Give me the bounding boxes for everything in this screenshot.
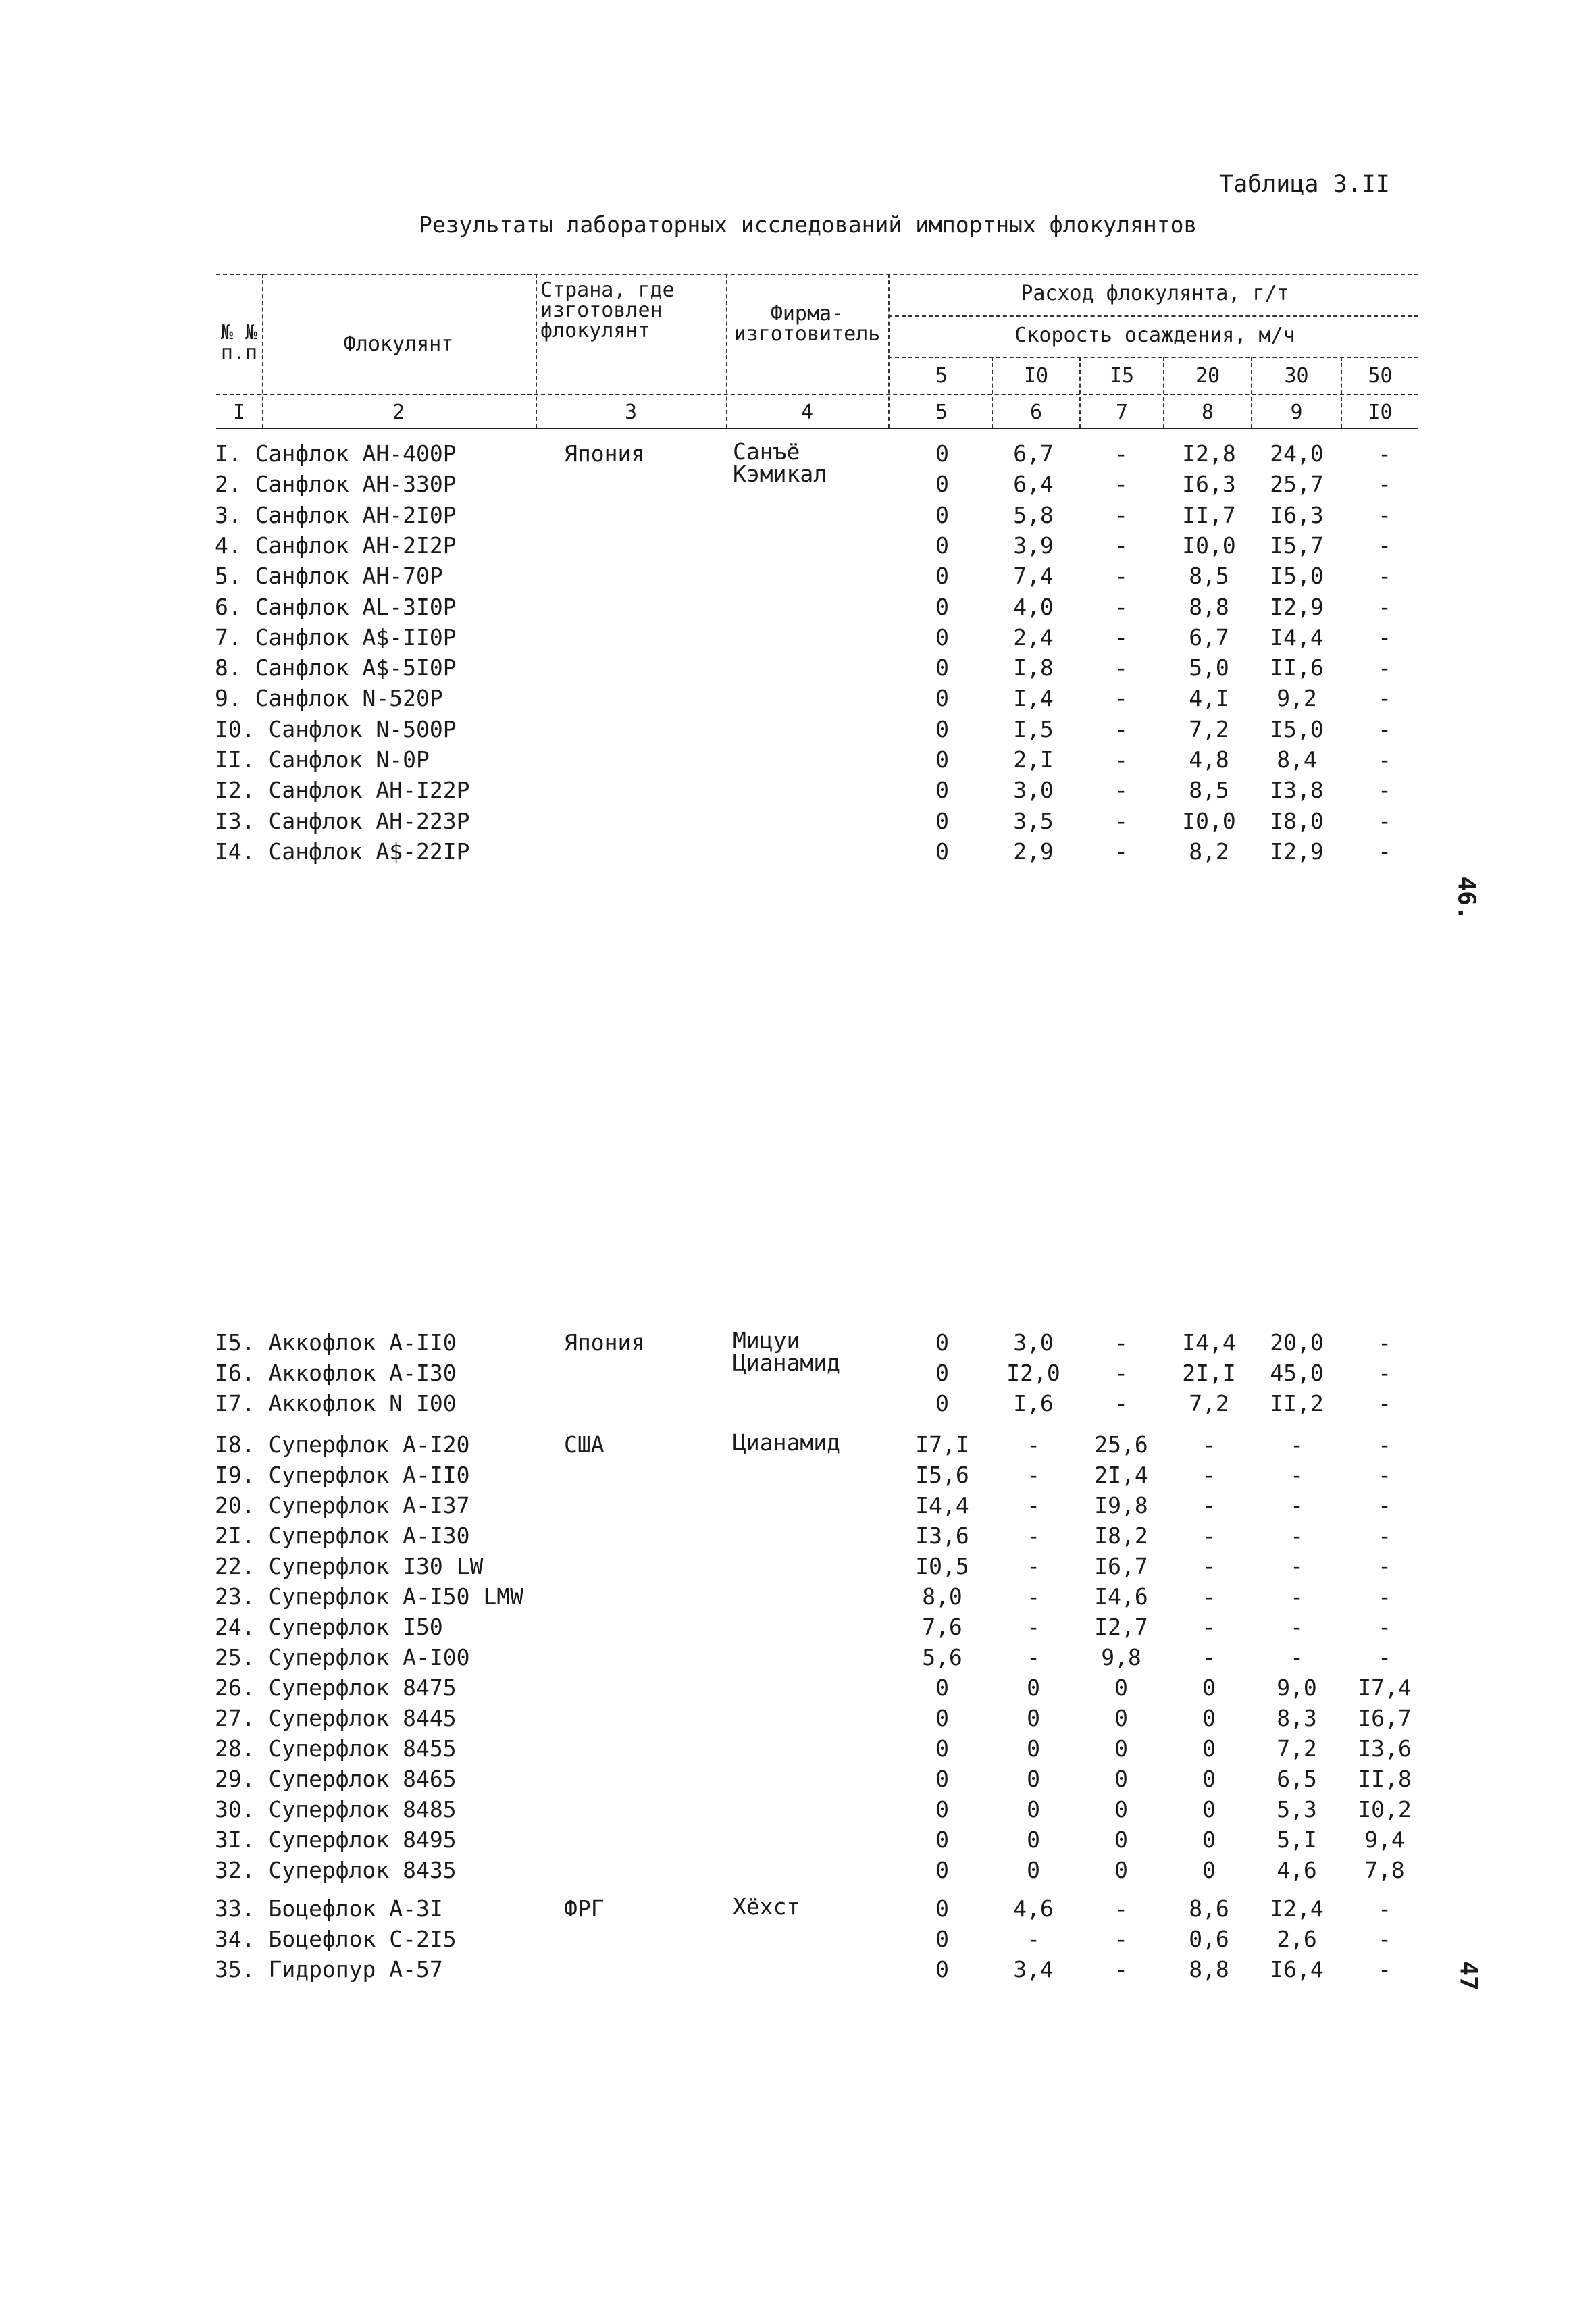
value-cell: 4,8: [1189, 746, 1229, 773]
header-speed: 50: [1368, 364, 1393, 388]
value-cell: 25,7: [1270, 471, 1324, 498]
flocculant-name: 6. Санфлок AL-3I0Р: [215, 593, 457, 620]
value-cell: -: [1378, 655, 1391, 682]
value-cell: 20,0: [1270, 1329, 1324, 1356]
value-cell: 0: [1027, 1857, 1040, 1883]
value-cell: 0: [1202, 1705, 1216, 1731]
value-cell: -: [1378, 1926, 1391, 1952]
value-cell: I7,4: [1358, 1675, 1412, 1701]
value-cell: -: [1114, 777, 1128, 804]
value-cell: 0: [935, 563, 949, 590]
col-number: 4: [800, 401, 814, 424]
value-cell: -: [1378, 1431, 1391, 1458]
value-cell: II,7: [1182, 501, 1236, 528]
value-cell: 0: [1114, 1796, 1128, 1822]
value-cell: I,6: [1013, 1390, 1054, 1416]
value-cell: 0: [1114, 1675, 1128, 1701]
country: ФРГ: [564, 1895, 604, 1922]
value-cell: 2,I: [1013, 746, 1054, 773]
value-cell: I0,0: [1182, 807, 1236, 834]
value-cell: 7,4: [1013, 563, 1054, 590]
value-cell: 0: [1202, 1766, 1216, 1792]
page-number: 46.: [1452, 876, 1481, 921]
value-cell: 6,7: [1189, 623, 1229, 650]
flocculant-name: 9. Санфлок N-520Р: [215, 685, 443, 712]
header-speed: 5: [935, 364, 948, 388]
value-cell: I2,9: [1270, 593, 1324, 620]
value-cell: -: [1290, 1644, 1304, 1670]
flocculant-name: 8. Санфлок А$-5I0Р: [215, 655, 457, 682]
flocculant-name: I2. Санфлок АН-I22Р: [215, 777, 470, 804]
value-cell: -: [1114, 807, 1128, 834]
value-cell: 7,2: [1189, 1390, 1229, 1416]
value-cell: I3,8: [1270, 777, 1324, 804]
flocculant-name: 5. Санфлок АН-70Р: [215, 563, 443, 590]
value-cell: 0: [1202, 1857, 1216, 1883]
header-group: Расход флокулянта, г/т: [1021, 282, 1289, 305]
value-cell: 6,4: [1013, 471, 1054, 498]
flocculant-name: 3. Санфлок АН-2I0Р: [215, 501, 457, 528]
value-cell: -: [1378, 1492, 1391, 1518]
flocculant-name: 27. Суперфлок 8445: [215, 1705, 457, 1731]
manufacturer: Мицуи Цианамид: [733, 1327, 840, 1376]
value-cell: 0: [1114, 1766, 1128, 1792]
flocculant-name: 32. Суперфлок 8435: [215, 1857, 457, 1883]
value-cell: 0: [935, 1705, 949, 1731]
value-cell: 5,8: [1013, 501, 1054, 528]
value-cell: 6,7: [1013, 440, 1054, 467]
value-cell: -: [1378, 593, 1391, 620]
flocculant-name: 29. Суперфлок 8465: [215, 1766, 457, 1792]
flocculant-name: 33. Боцефлок А-3I: [215, 1895, 443, 1922]
value-cell: -: [1378, 777, 1391, 804]
value-cell: I,4: [1013, 685, 1054, 712]
value-cell: -: [1114, 1895, 1128, 1922]
flocculant-name: 24. Суперфлок I50: [215, 1614, 443, 1640]
value-cell: 0: [935, 1675, 949, 1701]
value-cell: -: [1114, 1329, 1128, 1356]
flocculant-name: I7. Аккофлок N I00: [215, 1390, 457, 1416]
value-cell: -: [1114, 1390, 1128, 1416]
value-cell: -: [1378, 440, 1391, 467]
value-cell: 45,0: [1270, 1360, 1324, 1386]
value-cell: 7,2: [1189, 715, 1229, 742]
value-cell: -: [1290, 1431, 1304, 1458]
flocculant-name: 7. Санфлок А$-II0Р: [215, 623, 457, 650]
value-cell: 2,6: [1277, 1926, 1317, 1952]
value-cell: -: [1027, 1553, 1040, 1579]
header-num: № № п.п: [220, 321, 258, 365]
flocculant-name: I. Санфлок АН-400Р: [215, 440, 457, 467]
flocculant-name: 2. Санфлок АН-330Р: [215, 471, 457, 498]
value-cell: -: [1114, 501, 1128, 528]
value-cell: 3,4: [1013, 1956, 1054, 1983]
value-cell: -: [1114, 593, 1128, 620]
value-cell: -: [1114, 440, 1128, 467]
value-cell: 9,2: [1277, 685, 1317, 712]
value-cell: 4,I: [1189, 685, 1229, 712]
value-cell: -: [1202, 1583, 1216, 1610]
value-cell: 0: [1202, 1796, 1216, 1822]
value-cell: I5,6: [915, 1462, 969, 1488]
value-cell: I8,2: [1094, 1523, 1148, 1549]
value-cell: -: [1378, 1644, 1391, 1670]
flocculant-name: 28. Суперфлок 8455: [215, 1735, 457, 1762]
value-cell: -: [1114, 655, 1128, 682]
value-cell: 4,6: [1277, 1857, 1317, 1883]
value-cell: I0,2: [1358, 1796, 1412, 1822]
header-speed: I0: [1023, 364, 1049, 388]
value-cell: I6,3: [1182, 471, 1236, 498]
country: Япония: [564, 1329, 645, 1356]
value-cell: 8,0: [922, 1583, 962, 1610]
value-cell: II,8: [1358, 1766, 1412, 1792]
manufacturer: Санъё Кэмикал: [733, 438, 827, 487]
value-cell: II,2: [1270, 1390, 1324, 1416]
value-cell: 0: [935, 1329, 949, 1356]
value-cell: I3,6: [915, 1523, 969, 1549]
value-cell: -: [1202, 1614, 1216, 1640]
value-cell: -: [1378, 1329, 1391, 1356]
value-cell: I4,4: [1182, 1329, 1236, 1356]
value-cell: I0,0: [1182, 532, 1236, 559]
value-cell: -: [1114, 532, 1128, 559]
flocculant-name: 26. Суперфлок 8475: [215, 1675, 457, 1701]
value-cell: 5,I: [1277, 1827, 1317, 1853]
value-cell: -: [1202, 1644, 1216, 1670]
value-cell: 3,9: [1013, 532, 1054, 559]
flocculant-name: 2I. Суперфлок А-I30: [215, 1523, 470, 1549]
country: США: [564, 1431, 604, 1458]
flocculant-name: II. Санфлок N-0Р: [215, 746, 430, 773]
value-cell: 8,5: [1189, 563, 1229, 590]
value-cell: -: [1202, 1553, 1216, 1579]
value-cell: 0: [1027, 1827, 1040, 1853]
value-cell: 4,0: [1013, 593, 1054, 620]
flocculant-name: 22. Суперфлок I30 LW: [215, 1553, 484, 1579]
flocculant-name: I9. Суперфлок А-II0: [215, 1462, 470, 1488]
value-cell: 0: [935, 1360, 949, 1386]
header-firm: Фирма-изготовитель: [733, 302, 881, 346]
value-cell: 0: [935, 623, 949, 650]
value-cell: 0: [935, 1796, 949, 1822]
value-cell: 7,8: [1364, 1857, 1405, 1883]
flocculant-name: 20. Суперфлок А-I37: [215, 1492, 470, 1518]
value-cell: 0: [935, 1390, 949, 1416]
value-cell: 2,9: [1013, 838, 1054, 865]
value-cell: 0: [935, 593, 949, 620]
flocculant-name: 25. Суперфлок А-I00: [215, 1644, 470, 1670]
flocculant-name: I3. Санфлок АН-223Р: [215, 807, 470, 834]
value-cell: I3,6: [1358, 1735, 1412, 1762]
header-subgroup: Скорость осаждения, м/ч: [1014, 324, 1295, 347]
value-cell: 0: [935, 1735, 949, 1762]
value-cell: -: [1202, 1492, 1216, 1518]
value-cell: -: [1202, 1523, 1216, 1549]
value-cell: -: [1378, 532, 1391, 559]
value-cell: I5,7: [1270, 532, 1324, 559]
value-cell: -: [1290, 1462, 1304, 1488]
value-cell: -: [1378, 1614, 1391, 1640]
value-cell: -: [1202, 1431, 1216, 1458]
value-cell: 8,5: [1189, 777, 1229, 804]
value-cell: 0: [935, 746, 949, 773]
table-title: Результаты лабораторных исследований импортных флокулянтов: [419, 211, 1198, 238]
value-cell: -: [1378, 1462, 1391, 1488]
header-country: Страна, где изготовлен флокулянт: [540, 278, 675, 342]
value-cell: I4,4: [915, 1492, 969, 1518]
value-cell: -: [1114, 1360, 1128, 1386]
value-cell: -: [1378, 746, 1391, 773]
value-cell: -: [1290, 1614, 1304, 1640]
table-caption: Таблица 3.II: [1219, 171, 1390, 198]
value-cell: 0: [1202, 1735, 1216, 1762]
value-cell: -: [1378, 685, 1391, 712]
country: Япония: [564, 440, 645, 467]
value-cell: -: [1114, 563, 1128, 590]
value-cell: -: [1114, 838, 1128, 865]
value-cell: I,5: [1013, 715, 1054, 742]
col-number: 9: [1290, 401, 1303, 424]
value-cell: 0: [935, 471, 949, 498]
flocculant-name: I4. Санфлок А$-22IР: [215, 838, 470, 865]
value-cell: 0: [935, 1766, 949, 1792]
flocculant-name: 35. Гидропур А-57: [215, 1956, 443, 1983]
value-cell: I4,4: [1270, 623, 1324, 650]
value-cell: 0: [1202, 1827, 1216, 1853]
value-cell: 2I,I: [1182, 1360, 1236, 1386]
value-cell: -: [1290, 1553, 1304, 1579]
flocculant-name: I8. Суперфлок А-I20: [215, 1431, 470, 1458]
value-cell: 5,3: [1277, 1796, 1317, 1822]
value-cell: 0: [1027, 1766, 1040, 1792]
value-cell: 0: [1114, 1705, 1128, 1731]
value-cell: -: [1114, 685, 1128, 712]
col-number: I: [232, 401, 246, 424]
value-cell: I4,6: [1094, 1583, 1148, 1610]
value-cell: 0: [935, 1827, 949, 1853]
value-cell: 3,0: [1013, 777, 1054, 804]
value-cell: 24,0: [1270, 440, 1324, 467]
value-cell: -: [1027, 1492, 1040, 1518]
value-cell: 0: [935, 1857, 949, 1883]
value-cell: I6,3: [1270, 501, 1324, 528]
value-cell: II,6: [1270, 655, 1324, 682]
value-cell: I8,0: [1270, 807, 1324, 834]
value-cell: -: [1378, 807, 1391, 834]
col-number: I0: [1368, 401, 1393, 424]
value-cell: -: [1114, 746, 1128, 773]
header-speed: 30: [1284, 364, 1309, 388]
value-cell: I2,7: [1094, 1614, 1148, 1640]
value-cell: 3,5: [1013, 807, 1054, 834]
value-cell: I5,0: [1270, 715, 1324, 742]
value-cell: 5,0: [1189, 655, 1229, 682]
value-cell: -: [1202, 1462, 1216, 1488]
value-cell: 0: [935, 655, 949, 682]
flocculant-name: 3I. Суперфлок 8495: [215, 1827, 457, 1853]
flocculant-name: 4. Санфлок АН-2I2Р: [215, 532, 457, 559]
value-cell: 7,2: [1277, 1735, 1317, 1762]
value-cell: 6,5: [1277, 1766, 1317, 1792]
value-cell: 8,6: [1189, 1895, 1229, 1922]
col-number: 7: [1115, 401, 1129, 424]
value-cell: 9,0: [1277, 1675, 1317, 1701]
col-number: 5: [935, 401, 948, 424]
value-cell: 0,6: [1189, 1926, 1229, 1952]
value-cell: 8,4: [1277, 746, 1317, 773]
value-cell: 0: [1027, 1675, 1040, 1701]
col-number: 8: [1201, 401, 1214, 424]
value-cell: 8,3: [1277, 1705, 1317, 1731]
flocculant-name: I0. Санфлок N-500Р: [215, 715, 457, 742]
value-cell: 0: [935, 1926, 949, 1952]
value-cell: 0: [1114, 1827, 1128, 1853]
value-cell: 3,0: [1013, 1329, 1054, 1356]
value-cell: -: [1114, 623, 1128, 650]
value-cell: 2I,4: [1094, 1462, 1148, 1488]
value-cell: 0: [935, 501, 949, 528]
value-cell: I2,9: [1270, 838, 1324, 865]
value-cell: I2,0: [1006, 1360, 1060, 1386]
value-cell: 25,6: [1094, 1431, 1148, 1458]
value-cell: -: [1114, 1956, 1128, 1983]
value-cell: 0: [935, 1956, 949, 1983]
value-cell: I7,I: [915, 1431, 969, 1458]
value-cell: -: [1378, 1895, 1391, 1922]
value-cell: -: [1378, 471, 1391, 498]
value-cell: 0: [935, 440, 949, 467]
value-cell: I6,4: [1270, 1956, 1324, 1983]
value-cell: I6,7: [1358, 1705, 1412, 1731]
value-cell: 0: [1027, 1735, 1040, 1762]
value-cell: -: [1027, 1644, 1040, 1670]
value-cell: 8,8: [1189, 593, 1229, 620]
value-cell: 9,8: [1101, 1644, 1141, 1670]
value-cell: -: [1378, 1360, 1391, 1386]
value-cell: 0: [1114, 1735, 1128, 1762]
value-cell: -: [1290, 1492, 1304, 1518]
value-cell: -: [1027, 1523, 1040, 1549]
value-cell: 7,6: [922, 1614, 962, 1640]
flocculant-name: I6. Аккофлок А-I30: [215, 1360, 457, 1386]
value-cell: 8,2: [1189, 838, 1229, 865]
value-cell: -: [1290, 1523, 1304, 1549]
value-cell: 5,6: [922, 1644, 962, 1670]
value-cell: -: [1027, 1462, 1040, 1488]
value-cell: I2,8: [1182, 440, 1236, 467]
value-cell: 0: [935, 838, 949, 865]
value-cell: 0: [935, 532, 949, 559]
flocculant-name: 30. Суперфлок 8485: [215, 1796, 457, 1822]
value-cell: I0,5: [915, 1553, 969, 1579]
value-cell: 2,4: [1013, 623, 1054, 650]
value-cell: -: [1114, 471, 1128, 498]
value-cell: -: [1114, 715, 1128, 742]
col-number: 3: [624, 401, 638, 424]
value-cell: 4,6: [1013, 1895, 1054, 1922]
value-cell: -: [1027, 1583, 1040, 1610]
value-cell: -: [1378, 1553, 1391, 1579]
value-cell: 0: [1027, 1705, 1040, 1731]
value-cell: 0: [1202, 1675, 1216, 1701]
value-cell: I,8: [1013, 655, 1054, 682]
manufacturer: Хёхст: [733, 1893, 800, 1920]
value-cell: -: [1027, 1926, 1040, 1952]
value-cell: 0: [935, 777, 949, 804]
value-cell: -: [1378, 715, 1391, 742]
value-cell: 8,8: [1189, 1956, 1229, 1983]
value-cell: -: [1378, 1583, 1391, 1610]
value-cell: 0: [1114, 1857, 1128, 1883]
value-cell: -: [1378, 1956, 1391, 1983]
manufacturer: Цианамид: [733, 1429, 840, 1456]
header-speed: I5: [1109, 364, 1135, 388]
value-cell: -: [1114, 1926, 1128, 1952]
header-speed: 20: [1195, 364, 1220, 388]
value-cell: -: [1378, 1523, 1391, 1549]
page-number: 47: [1454, 1961, 1483, 1991]
flocculant-name: 23. Суперфлок А-I50 LMW: [215, 1583, 523, 1610]
value-cell: I9,8: [1094, 1492, 1148, 1518]
value-cell: -: [1378, 501, 1391, 528]
value-cell: -: [1378, 623, 1391, 650]
value-cell: I6,7: [1094, 1553, 1148, 1579]
flocculant-name: I5. Аккофлок А-II0: [215, 1329, 457, 1356]
header-name: Флокулянт: [343, 332, 454, 356]
value-cell: -: [1290, 1583, 1304, 1610]
value-cell: -: [1378, 563, 1391, 590]
value-cell: I2,4: [1270, 1895, 1324, 1922]
value-cell: 0: [935, 1895, 949, 1922]
value-cell: -: [1378, 838, 1391, 865]
value-cell: 0: [1027, 1796, 1040, 1822]
value-cell: 9,4: [1364, 1827, 1405, 1853]
col-number: 2: [392, 401, 405, 424]
value-cell: 0: [935, 685, 949, 712]
flocculant-name: 34. Боцефлок С-2I5: [215, 1926, 457, 1952]
value-cell: I5,0: [1270, 563, 1324, 590]
value-cell: -: [1027, 1614, 1040, 1640]
value-cell: 0: [935, 807, 949, 834]
value-cell: -: [1027, 1431, 1040, 1458]
value-cell: 0: [935, 715, 949, 742]
value-cell: -: [1378, 1390, 1391, 1416]
col-number: 6: [1029, 401, 1043, 424]
